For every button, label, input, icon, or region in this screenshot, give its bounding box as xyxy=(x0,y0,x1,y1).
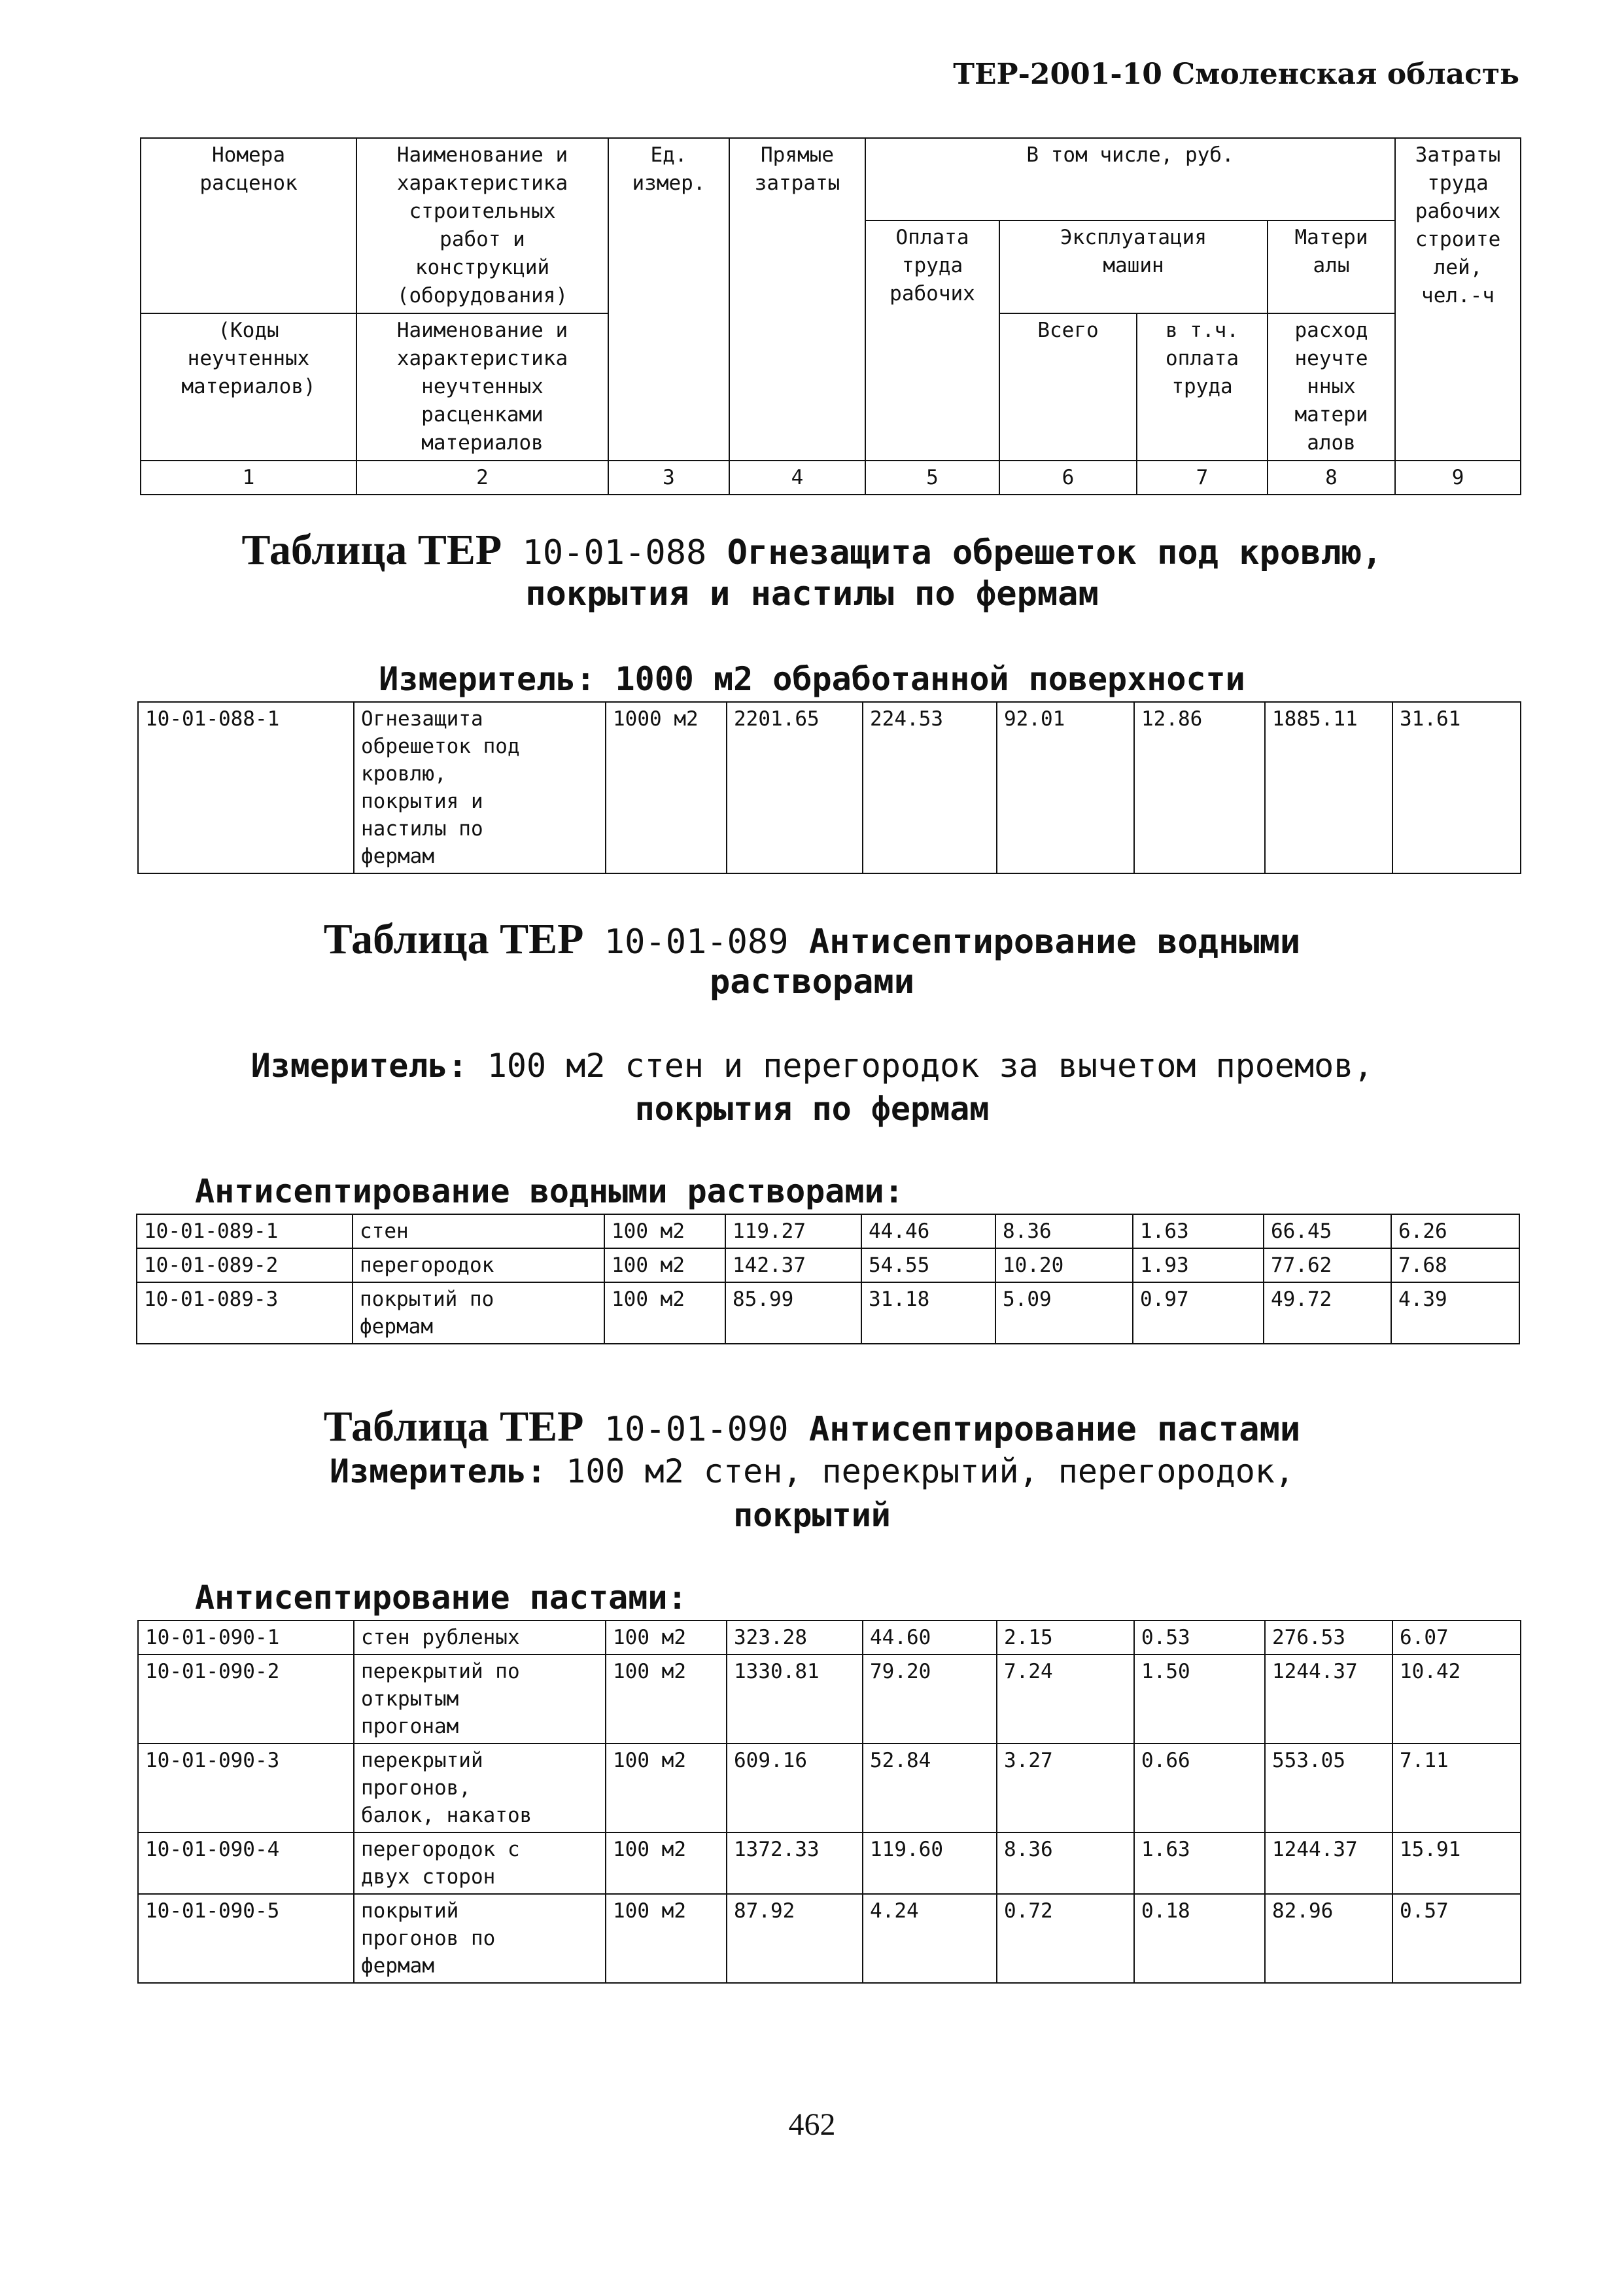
hdr-codes xyxy=(141,313,356,461)
cell-mach_pay: 0.66 xyxy=(1134,1743,1265,1832)
cell-labor: 6.07 xyxy=(1392,1621,1521,1655)
cell-direct: 1372.33 xyxy=(727,1832,863,1894)
t090-measure-label: Измеритель: xyxy=(329,1452,547,1490)
cell-mat: 82.96 xyxy=(1265,1894,1392,1983)
header-line: затраты xyxy=(754,171,840,195)
header-line: Наименование и xyxy=(396,319,568,342)
t090-table xyxy=(137,1620,1521,1984)
cell-line: перекрытий по xyxy=(361,1660,520,1683)
cell-name xyxy=(353,1282,604,1344)
hdr-incl: В том числе, руб. xyxy=(865,138,1395,220)
header-line: характеристика xyxy=(396,347,568,370)
cell-code: 10-01-090-1 xyxy=(138,1621,354,1655)
hdr-uncounted xyxy=(1268,313,1395,461)
header-line: характеристика xyxy=(396,171,568,195)
hdr-mach-pay xyxy=(1137,313,1268,461)
t089-table xyxy=(136,1214,1520,1344)
cell-mat: 77.62 xyxy=(1264,1248,1391,1282)
cell-name xyxy=(354,1832,606,1894)
header-line: рабочих xyxy=(1415,200,1501,223)
table-row xyxy=(138,702,1521,873)
cell-line: фермам xyxy=(361,1954,434,1978)
cell-labor: 0.57 xyxy=(1392,1894,1521,1983)
cell-unit: 100 м2 xyxy=(604,1214,725,1248)
cell-name xyxy=(354,1743,606,1832)
table-row xyxy=(138,1655,1521,1743)
header-line: алов xyxy=(1307,431,1356,455)
cell-direct: 142.37 xyxy=(725,1248,861,1282)
t089-measure-value: 100 м2 стен и перегородок за вычетом проемов, xyxy=(487,1047,1373,1085)
cell-code: 10-01-089-2 xyxy=(137,1248,353,1282)
cell-unit: 100 м2 xyxy=(604,1282,725,1344)
cell-unit: 100 м2 xyxy=(606,1832,727,1894)
table-row xyxy=(138,1743,1521,1832)
cell-labor: 6.26 xyxy=(1391,1214,1519,1248)
cell-mat: 1244.37 xyxy=(1265,1655,1392,1743)
cell-mach_pay: 1.63 xyxy=(1134,1832,1265,1894)
cell-unit: 100 м2 xyxy=(606,1743,727,1832)
col-num-9: 9 xyxy=(1395,461,1521,495)
cell-pay: 4.24 xyxy=(863,1894,997,1983)
cell-mach_pay: 0.18 xyxy=(1134,1894,1265,1983)
header-line: строительных xyxy=(409,200,556,223)
cell-name xyxy=(354,1621,606,1655)
cell-line: Огнезащита xyxy=(361,707,483,731)
t089-title xyxy=(0,915,1624,964)
cell-unit: 1000 м2 xyxy=(606,702,727,873)
header-line: конструкций xyxy=(415,256,550,279)
cell-mat: 1244.37 xyxy=(1265,1832,1392,1894)
cell-mach: 2.15 xyxy=(997,1621,1134,1655)
hdr-pay xyxy=(865,220,999,461)
hdr-mat xyxy=(1268,220,1395,313)
cell-mat: 276.53 xyxy=(1265,1621,1392,1655)
cell-line: балок, накатов xyxy=(361,1804,532,1827)
cell-mach: 8.36 xyxy=(997,1832,1134,1894)
header-line: материалов) xyxy=(181,375,316,398)
t089-measure-line2: покрытия по фермам xyxy=(634,1090,990,1128)
cell-code: 10-01-090-2 xyxy=(138,1655,354,1743)
cell-code: 10-01-090-5 xyxy=(138,1894,354,1983)
cell-name xyxy=(354,1894,606,1983)
cell-pay: 52.84 xyxy=(863,1743,997,1832)
cell-code: 10-01-089-1 xyxy=(137,1214,353,1248)
cell-line: прогонов, xyxy=(361,1776,471,1800)
t089-measure xyxy=(0,1044,1624,1087)
t088-lead: Таблица ТЕР xyxy=(241,526,502,574)
page-number: 462 xyxy=(788,2107,836,2142)
cell-pay: 54.55 xyxy=(861,1248,995,1282)
hdr-mach-total: Всего xyxy=(999,313,1137,461)
t088-title-l1: Огнезащита обрешеток под кровлю, xyxy=(727,533,1383,572)
cell-direct: 1330.81 xyxy=(727,1655,863,1743)
cell-mach_pay: 1.63 xyxy=(1133,1214,1264,1248)
header-line: неучтенных xyxy=(187,347,310,370)
col-num-5: 5 xyxy=(865,461,999,495)
t090-measure-line2: покрытий xyxy=(733,1496,891,1534)
cell-pay: 44.60 xyxy=(863,1621,997,1655)
t090-subheading: Антисептирование пастами: xyxy=(195,1579,687,1617)
t089-code: 10-01-089 xyxy=(604,922,789,962)
cell-labor: 31.61 xyxy=(1392,702,1521,873)
hdr-unit xyxy=(608,138,729,461)
t090-measure xyxy=(0,1450,1624,1493)
header-line: материалов xyxy=(421,431,544,455)
cell-code: 10-01-088-1 xyxy=(138,702,354,873)
cell-line: покрытий по xyxy=(360,1288,494,1311)
cell-mach: 8.36 xyxy=(995,1214,1133,1248)
t090-code: 10-01-090 xyxy=(604,1410,789,1449)
cell-line: прогонов по xyxy=(361,1927,496,1950)
header-line: труда xyxy=(901,254,963,277)
hdr-mach xyxy=(999,220,1268,313)
table-row xyxy=(137,1248,1519,1282)
cell-line: открытым xyxy=(361,1687,459,1711)
cell-pay: 119.60 xyxy=(863,1832,997,1894)
cell-direct: 323.28 xyxy=(727,1621,863,1655)
header-line: расценок xyxy=(199,171,298,195)
cell-labor: 7.68 xyxy=(1391,1248,1519,1282)
t088-measure-label: Измеритель: xyxy=(379,660,596,698)
table-row xyxy=(138,1894,1521,1983)
hdr-work-name xyxy=(356,138,608,313)
cell-line: обрешеток под xyxy=(361,735,520,758)
header-line: Наименование и xyxy=(396,143,568,167)
header-line: матери xyxy=(1294,403,1368,427)
col-num-3: 3 xyxy=(608,461,729,495)
cell-direct: 2201.65 xyxy=(727,702,863,873)
hdr-rates-spacer xyxy=(141,220,356,313)
table-row xyxy=(138,1621,1521,1655)
cell-mach_pay: 0.97 xyxy=(1133,1282,1264,1344)
cell-mat: 66.45 xyxy=(1264,1214,1391,1248)
t090-measure-value: 100 м2 стен, перекрытий, перегородок, xyxy=(566,1452,1295,1490)
col-num-4: 4 xyxy=(729,461,865,495)
header-line: чел.-ч xyxy=(1421,284,1495,307)
t089-lead: Таблица ТЕР xyxy=(323,915,584,963)
cell-pay: 44.46 xyxy=(861,1214,995,1248)
header-line: неучтенных xyxy=(421,375,544,398)
cell-mach_pay: 0.53 xyxy=(1134,1621,1265,1655)
header-line: лей, xyxy=(1433,256,1483,279)
cell-mach: 5.09 xyxy=(995,1282,1133,1344)
cell-pay: 79.20 xyxy=(863,1655,997,1743)
header-line: рабочих xyxy=(890,282,975,306)
cell-code: 10-01-090-4 xyxy=(138,1832,354,1894)
cell-unit: 100 м2 xyxy=(606,1655,727,1743)
t089-measure-label: Измеритель: xyxy=(251,1047,468,1085)
cell-mat: 49.72 xyxy=(1264,1282,1391,1344)
cell-line: прогонам xyxy=(361,1715,459,1738)
t089-title-l1: Антисептирование водными xyxy=(808,922,1301,962)
hdr-labor xyxy=(1395,138,1521,461)
cell-line: стен рубленых xyxy=(361,1626,520,1649)
hdr-direct xyxy=(729,138,865,461)
cell-direct: 609.16 xyxy=(727,1743,863,1832)
header-line: Номера xyxy=(212,143,285,167)
header-line: (оборудования) xyxy=(396,284,568,307)
cell-name xyxy=(353,1248,604,1282)
column-header-table xyxy=(140,137,1521,495)
cell-line: покрытия и xyxy=(361,790,483,813)
t088-title xyxy=(0,526,1624,574)
cell-line: настилы по xyxy=(361,817,483,841)
running-header: ТЕР-2001-10 Смоленская область xyxy=(953,58,1519,91)
header-line: Ед. xyxy=(650,143,687,167)
col-num-8: 8 xyxy=(1268,461,1395,495)
cell-pay: 224.53 xyxy=(863,702,997,873)
t088-title-line2: покрытия и настилы по фермам xyxy=(525,574,1099,614)
header-line: в т.ч. xyxy=(1166,319,1239,342)
t089-subheading: Антисептирование водными растворами: xyxy=(195,1172,904,1210)
header-line: алы xyxy=(1313,254,1350,277)
header-line: труда xyxy=(1427,171,1489,195)
cell-code: 10-01-089-3 xyxy=(137,1282,353,1344)
cell-unit: 100 м2 xyxy=(606,1894,727,1983)
cell-line: перекрытий xyxy=(361,1749,483,1772)
cell-line: перегородок xyxy=(360,1253,494,1277)
header-line: машин xyxy=(1103,254,1164,277)
cell-line: перегородок с xyxy=(361,1838,520,1861)
cell-pay: 31.18 xyxy=(861,1282,995,1344)
cell-mat: 1885.11 xyxy=(1265,702,1392,873)
header-line: Затраты xyxy=(1415,143,1501,167)
cell-mat: 553.05 xyxy=(1265,1743,1392,1832)
header-line: расценками xyxy=(421,403,544,427)
t090-title xyxy=(0,1405,1624,1451)
cell-mach_pay: 1.93 xyxy=(1133,1248,1264,1282)
header-line: оплата xyxy=(1166,347,1239,370)
cell-mach_pay: 1.50 xyxy=(1134,1655,1265,1743)
header-line: расход xyxy=(1294,319,1368,342)
cell-mach_pay: 12.86 xyxy=(1134,702,1265,873)
col-num-2: 2 xyxy=(356,461,608,495)
cell-mach: 7.24 xyxy=(997,1655,1134,1743)
cell-direct: 119.27 xyxy=(725,1214,861,1248)
col-num-6: 6 xyxy=(999,461,1137,495)
t088-measure xyxy=(0,657,1624,701)
t089-title-line2: растворами xyxy=(709,962,915,1002)
header-line: неучте xyxy=(1294,347,1368,370)
header-line: измер. xyxy=(632,171,706,195)
cell-labor: 15.91 xyxy=(1392,1832,1521,1894)
cell-name xyxy=(354,702,606,873)
header-line: (Коды xyxy=(218,319,279,342)
t088-table xyxy=(137,701,1521,874)
hdr-uncounted-name xyxy=(356,313,608,461)
cell-name xyxy=(353,1214,604,1248)
t088-code: 10-01-088 xyxy=(522,533,707,572)
cell-line: покрытий xyxy=(361,1899,459,1923)
cell-unit: 100 м2 xyxy=(606,1621,727,1655)
table-row xyxy=(138,1832,1521,1894)
table-row xyxy=(137,1282,1519,1344)
cell-mach: 10.20 xyxy=(995,1248,1133,1282)
col-num-1: 1 xyxy=(141,461,356,495)
header-line: Прямые xyxy=(761,143,834,167)
cell-line: фермам xyxy=(361,845,434,868)
cell-name xyxy=(354,1655,606,1743)
cell-code: 10-01-090-3 xyxy=(138,1743,354,1832)
cell-direct: 85.99 xyxy=(725,1282,861,1344)
t090-title-l1: Антисептирование пастами xyxy=(808,1410,1301,1449)
table-row xyxy=(137,1214,1519,1248)
cell-labor: 7.11 xyxy=(1392,1743,1521,1832)
header-line: Матери xyxy=(1294,226,1368,249)
cell-mach: 3.27 xyxy=(997,1743,1134,1832)
col-num-7: 7 xyxy=(1137,461,1268,495)
hdr-rates xyxy=(141,138,356,220)
cell-labor: 10.42 xyxy=(1392,1655,1521,1743)
cell-line: стен xyxy=(360,1219,409,1243)
cell-unit: 100 м2 xyxy=(604,1248,725,1282)
header-line: труда xyxy=(1171,375,1233,398)
cell-line: кровлю, xyxy=(361,762,447,786)
cell-direct: 87.92 xyxy=(727,1894,863,1983)
t088-measure-value: 1000 м2 обработанной поверхности xyxy=(615,660,1245,698)
header-line: нных xyxy=(1307,375,1356,398)
header-line: Оплата xyxy=(895,226,969,249)
cell-line: двух сторон xyxy=(361,1865,496,1889)
cell-mach: 0.72 xyxy=(997,1894,1134,1983)
cell-labor: 4.39 xyxy=(1391,1282,1519,1344)
header-line: Эксплуатация xyxy=(1060,226,1207,249)
cell-line: фермам xyxy=(360,1315,433,1339)
header-line: работ и xyxy=(440,228,525,251)
cell-mach: 92.01 xyxy=(997,702,1134,873)
header-line: строите xyxy=(1415,228,1501,251)
t090-lead: Таблица ТЕР xyxy=(323,1403,584,1450)
